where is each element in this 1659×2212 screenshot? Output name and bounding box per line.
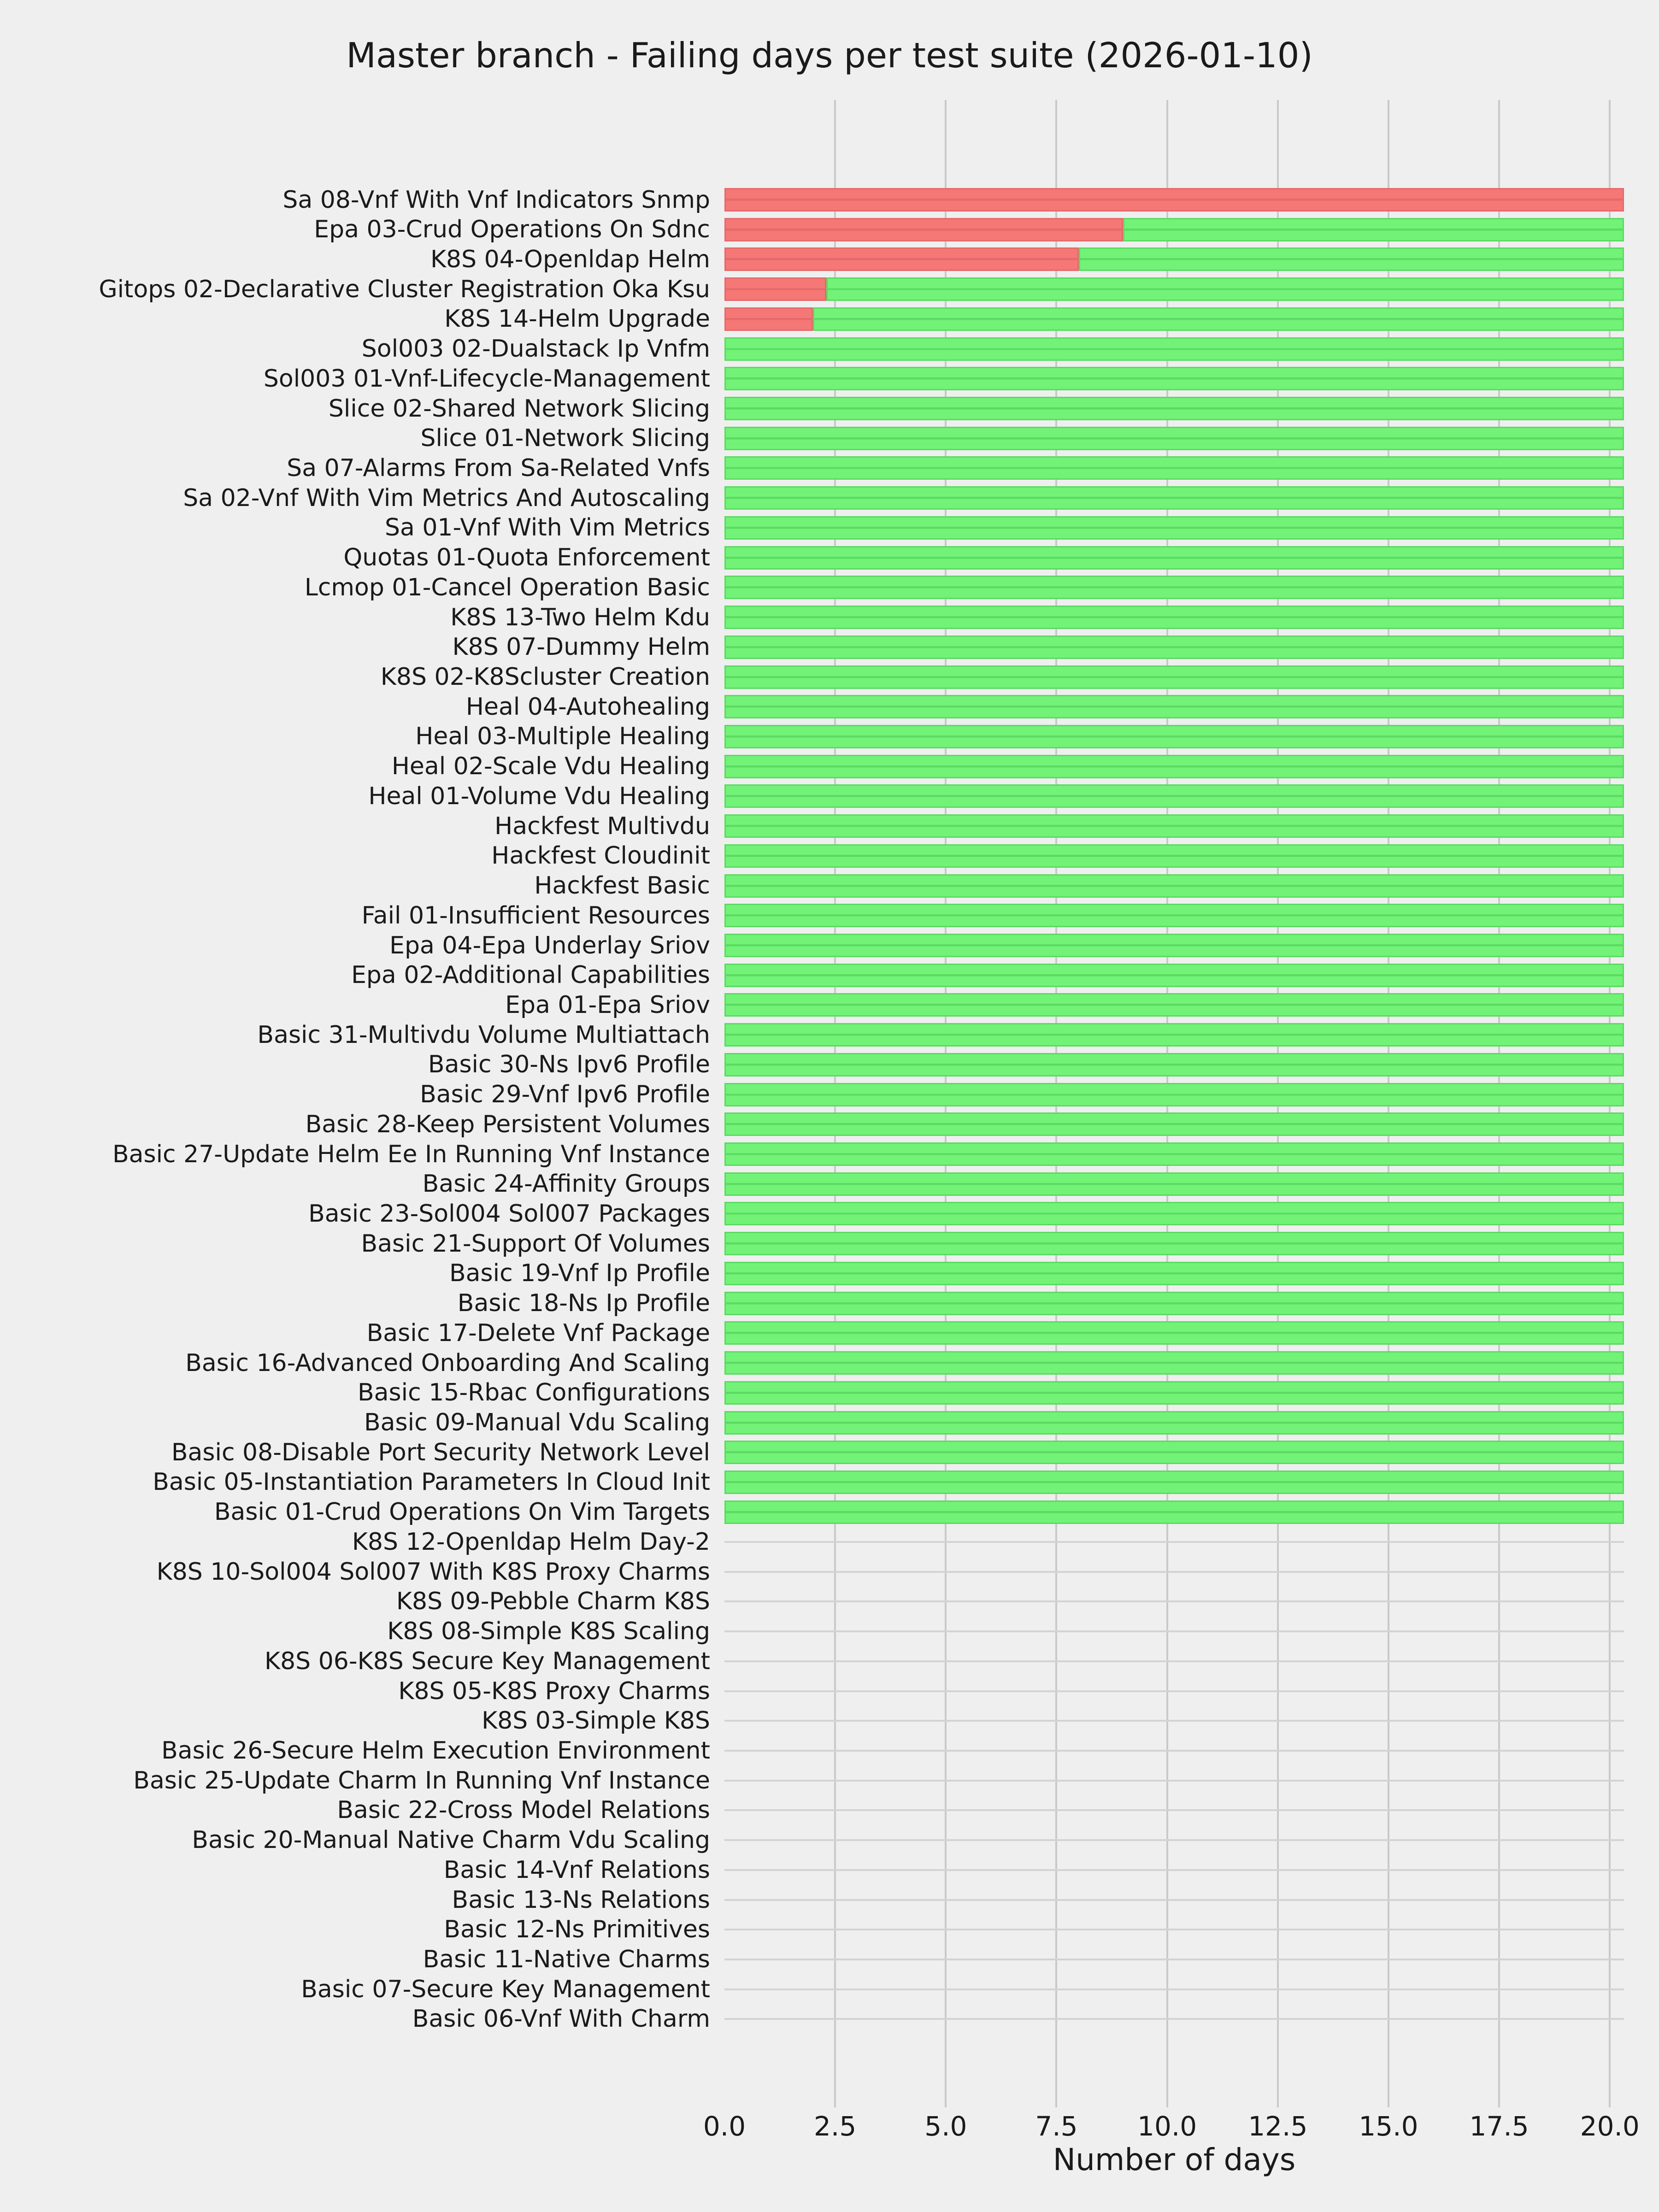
suite-label: Hackfest Cloudinit (491, 842, 710, 870)
suite-label: Basic 24-Affinity Groups (422, 1170, 710, 1198)
suite-label: Basic 12-Ns Primitives (444, 1916, 710, 1944)
suite-label: Basic 06-Vnf With Charm (412, 2005, 710, 2033)
passing-bar-segment (724, 755, 1624, 778)
suite-label: K8S 03-Simple K8S (482, 1707, 710, 1735)
x-tick-label: 17.5 (1469, 2111, 1529, 2142)
suite-label: K8S 02-K8Scluster Creation (380, 663, 710, 691)
suite-label: Basic 01-Crud Operations On Vim Targets (214, 1498, 710, 1526)
passing-bar-segment (724, 1232, 1624, 1255)
passing-bar-segment (724, 1202, 1624, 1225)
bar-row (724, 635, 1624, 659)
bar-row (724, 665, 1624, 689)
y-gridline (724, 1839, 1624, 1841)
failing-bar-segment (724, 218, 1123, 241)
y-gridline (724, 1541, 1624, 1543)
suite-label: Heal 01-Volume Vdu Healing (368, 782, 710, 810)
x-tick-label: 0.0 (703, 2111, 746, 2142)
failing-bar-segment (724, 247, 1079, 271)
passing-bar-segment (724, 1381, 1624, 1405)
passing-bar-segment (813, 307, 1624, 331)
suite-label: K8S 07-Dummy Helm (452, 633, 710, 661)
passing-bar-segment (724, 665, 1624, 689)
passing-bar-segment (724, 1262, 1624, 1285)
passing-bar-segment (724, 635, 1624, 659)
suite-label: Basic 05-Instantiation Parameters In Cloud Init (153, 1468, 710, 1496)
passing-bar-segment (1123, 218, 1624, 241)
bar-row (724, 277, 1624, 301)
bar-row (724, 456, 1624, 480)
passing-bar-segment (724, 367, 1624, 390)
failing-bar-segment (724, 277, 826, 301)
suite-label: Basic 30-Ns Ipv6 Profile (428, 1051, 710, 1079)
suite-label: K8S 05-K8S Proxy Charms (398, 1677, 710, 1705)
bar-row (724, 1500, 1624, 1524)
suite-label: Basic 09-Manual Vdu Scaling (364, 1409, 710, 1437)
y-gridline (724, 1720, 1624, 1722)
suite-label: K8S 14-Helm Upgrade (444, 305, 710, 333)
suite-label: K8S 06-K8S Secure Key Management (264, 1647, 710, 1675)
suite-label: Basic 31-Multivdu Volume Multiattach (257, 1021, 710, 1049)
suite-label: Basic 13-Ns Relations (452, 1886, 710, 1914)
suite-label: Gitops 02-Declarative Cluster Registration Oka Ksu (99, 275, 710, 303)
suite-label: Slice 01-Network Slicing (420, 424, 710, 453)
bar-row (724, 1142, 1624, 1166)
bar-row (724, 546, 1624, 570)
suite-label: Hackfest Basic (534, 872, 710, 900)
passing-bar-segment (1079, 247, 1624, 271)
passing-bar-segment (724, 486, 1624, 510)
suite-label: Basic 22-Cross Model Relations (337, 1796, 710, 1824)
suite-label: Basic 17-Delete Vnf Package (366, 1319, 710, 1347)
suite-label: Basic 18-Ns Ip Profile (457, 1289, 710, 1318)
y-gridline (724, 1988, 1624, 1990)
bar-row (724, 1262, 1624, 1285)
y-gridline (724, 2018, 1624, 2020)
y-gridline (724, 1630, 1624, 1632)
passing-bar-segment (724, 1172, 1624, 1196)
bar-row (724, 427, 1624, 450)
bar-row (724, 1232, 1624, 1255)
passing-bar-segment (724, 1411, 1624, 1435)
suite-label: Sa 02-Vnf With Vim Metrics And Autoscaling (183, 484, 710, 512)
suite-label: Epa 01-Epa Sriov (505, 991, 710, 1019)
passing-bar-segment (724, 576, 1624, 599)
passing-bar-segment (724, 1292, 1624, 1315)
bar-row (724, 874, 1624, 898)
x-tick-label: 20.0 (1580, 2111, 1640, 2142)
bar-row (724, 516, 1624, 540)
suite-label: Basic 07-Secure Key Management (301, 1975, 710, 2003)
passing-bar-segment (826, 277, 1624, 301)
passing-bar-segment (724, 1351, 1624, 1375)
suite-label: Basic 11-Native Charms (423, 1945, 710, 1973)
bar-row (724, 1321, 1624, 1345)
passing-bar-segment (724, 1321, 1624, 1345)
bar-row (724, 755, 1624, 778)
suite-label: Sa 08-Vnf With Vnf Indicators Snmp (282, 186, 710, 214)
bar-row (724, 934, 1624, 957)
y-gridline (724, 1690, 1624, 1692)
bar-row (724, 606, 1624, 629)
passing-bar-segment (724, 725, 1624, 748)
suite-label: Basic 15-Rbac Configurations (358, 1379, 710, 1407)
suite-label: Basic 23-Sol004 Sol007 Packages (308, 1200, 710, 1228)
bar-row (724, 904, 1624, 927)
passing-bar-segment (724, 1083, 1624, 1106)
suite-label: Basic 25-Update Charm In Running Vnf Instance (133, 1766, 710, 1794)
bar-row (724, 993, 1624, 1017)
bar-row (724, 307, 1624, 331)
passing-bar-segment (724, 1500, 1624, 1524)
y-gridline (724, 1869, 1624, 1871)
bar-row (724, 188, 1624, 212)
x-tick-label: 5.0 (924, 2111, 967, 2142)
bar-row (724, 1351, 1624, 1375)
suite-label: K8S 13-Two Helm Kdu (450, 603, 710, 631)
passing-bar-segment (724, 1112, 1624, 1136)
bar-row (724, 725, 1624, 748)
y-gridline (724, 1899, 1624, 1901)
suite-label: Sol003 01-Vnf-Lifecycle-Management (263, 365, 710, 393)
bar-row (724, 1053, 1624, 1077)
suite-label: Basic 20-Manual Native Charm Vdu Scaling (192, 1826, 710, 1854)
passing-bar-segment (724, 1471, 1624, 1494)
suite-label: Fail 01-Insufficient Resources (361, 901, 710, 930)
suite-label: Sa 07-Alarms From Sa-Related Vnfs (287, 454, 710, 482)
x-tick-label: 10.0 (1137, 2111, 1197, 2142)
suite-label: Slice 02-Shared Network Slicing (328, 394, 710, 423)
suite-label: Basic 29-Vnf Ipv6 Profile (420, 1081, 710, 1109)
passing-bar-segment (724, 337, 1624, 361)
suite-label: Basic 19-Vnf Ip Profile (449, 1259, 710, 1288)
bar-row (724, 1172, 1624, 1196)
x-tick-label: 12.5 (1248, 2111, 1308, 2142)
suite-label: Basic 21-Support Of Volumes (361, 1230, 710, 1258)
suite-label: Basic 28-Keep Persistent Volumes (305, 1110, 710, 1138)
suite-label: K8S 08-Simple K8S Scaling (387, 1618, 710, 1646)
passing-bar-segment (724, 456, 1624, 480)
bar-row (724, 814, 1624, 838)
bar-row (724, 844, 1624, 868)
bar-row (724, 1112, 1624, 1136)
passing-bar-segment (724, 934, 1624, 957)
x-tick-label: 7.5 (1035, 2111, 1078, 2142)
x-axis-label: Number of days (1053, 2142, 1296, 2177)
passing-bar-segment (724, 1023, 1624, 1047)
suite-label: Basic 26-Secure Helm Execution Environment (161, 1736, 710, 1765)
y-gridline (724, 1959, 1624, 1960)
bar-row (724, 576, 1624, 599)
passing-bar-segment (724, 516, 1624, 540)
x-tick-label: 15.0 (1359, 2111, 1418, 2142)
y-gridline (724, 1780, 1624, 1782)
passing-bar-segment (724, 844, 1624, 868)
bar-row (724, 964, 1624, 987)
chart-title: Master branch - Failing days per test suite (2026-01-10) (346, 35, 1313, 76)
passing-bar-segment (724, 814, 1624, 838)
passing-bar-segment (724, 1053, 1624, 1077)
suite-label: Epa 04-Epa Underlay Sriov (389, 931, 710, 959)
bar-row (724, 1411, 1624, 1435)
failing-bar-segment (724, 307, 813, 331)
suite-label: Sol003 02-Dualstack Ip Vnfm (361, 335, 710, 363)
x-tick-label: 2.5 (814, 2111, 857, 2142)
passing-bar-segment (724, 1441, 1624, 1464)
bar-row (724, 486, 1624, 510)
y-gridline (724, 1600, 1624, 1602)
bar-row (724, 1083, 1624, 1106)
passing-bar-segment (724, 784, 1624, 808)
bar-row (724, 367, 1624, 390)
y-gridline (724, 1809, 1624, 1811)
suite-label: Basic 16-Advanced Onboarding And Scaling (185, 1349, 710, 1377)
suite-label: Lcmop 01-Cancel Operation Basic (304, 573, 710, 601)
y-gridline (724, 1929, 1624, 1930)
suite-label: Epa 03-Crud Operations On Sdnc (314, 216, 710, 244)
suite-label: Heal 04-Autohealing (465, 693, 710, 721)
suite-label: Sa 01-Vnf With Vim Metrics (384, 514, 710, 542)
bar-row (724, 218, 1624, 241)
bar-row (724, 1441, 1624, 1464)
passing-bar-segment (724, 1142, 1624, 1166)
suite-label: Basic 27-Update Helm Ee In Running Vnf Instance (112, 1140, 710, 1168)
suite-label: K8S 10-Sol004 Sol007 With K8S Proxy Charms (156, 1558, 710, 1586)
bar-row (724, 1292, 1624, 1315)
bar-row (724, 1381, 1624, 1405)
suite-label: Basic 14-Vnf Relations (443, 1856, 710, 1884)
y-gridline (724, 1660, 1624, 1662)
passing-bar-segment (724, 427, 1624, 450)
suite-label: Quotas 01-Quota Enforcement (343, 544, 710, 572)
y-gridline (724, 1571, 1624, 1573)
failing-bar-segment (724, 188, 1624, 212)
suite-label: Hackfest Multivdu (494, 812, 710, 840)
passing-bar-segment (724, 397, 1624, 420)
passing-bar-segment (724, 546, 1624, 570)
bar-row (724, 784, 1624, 808)
plot-area (724, 100, 1624, 2107)
suite-label: K8S 09-Pebble Charm K8S (396, 1588, 710, 1616)
y-gridline (724, 1750, 1624, 1752)
passing-bar-segment (724, 606, 1624, 629)
passing-bar-segment (724, 993, 1624, 1017)
suite-label: Heal 03-Multiple Healing (415, 723, 710, 751)
suite-label: K8S 12-Openldap Helm Day-2 (352, 1528, 710, 1556)
bar-row (724, 337, 1624, 361)
passing-bar-segment (724, 904, 1624, 927)
bar-row (724, 247, 1624, 271)
passing-bar-segment (724, 964, 1624, 987)
bar-row (724, 695, 1624, 718)
suite-label: Heal 02-Scale Vdu Healing (391, 753, 710, 781)
bar-row (724, 1202, 1624, 1225)
passing-bar-segment (724, 874, 1624, 898)
suite-label: K8S 04-Openldap Helm (430, 245, 710, 273)
suite-label: Epa 02-Additional Capabilities (351, 961, 710, 989)
bar-row (724, 1471, 1624, 1494)
suite-label: Basic 08-Disable Port Security Network Level (171, 1438, 710, 1466)
passing-bar-segment (724, 695, 1624, 718)
bar-row (724, 1023, 1624, 1047)
bar-row (724, 397, 1624, 420)
